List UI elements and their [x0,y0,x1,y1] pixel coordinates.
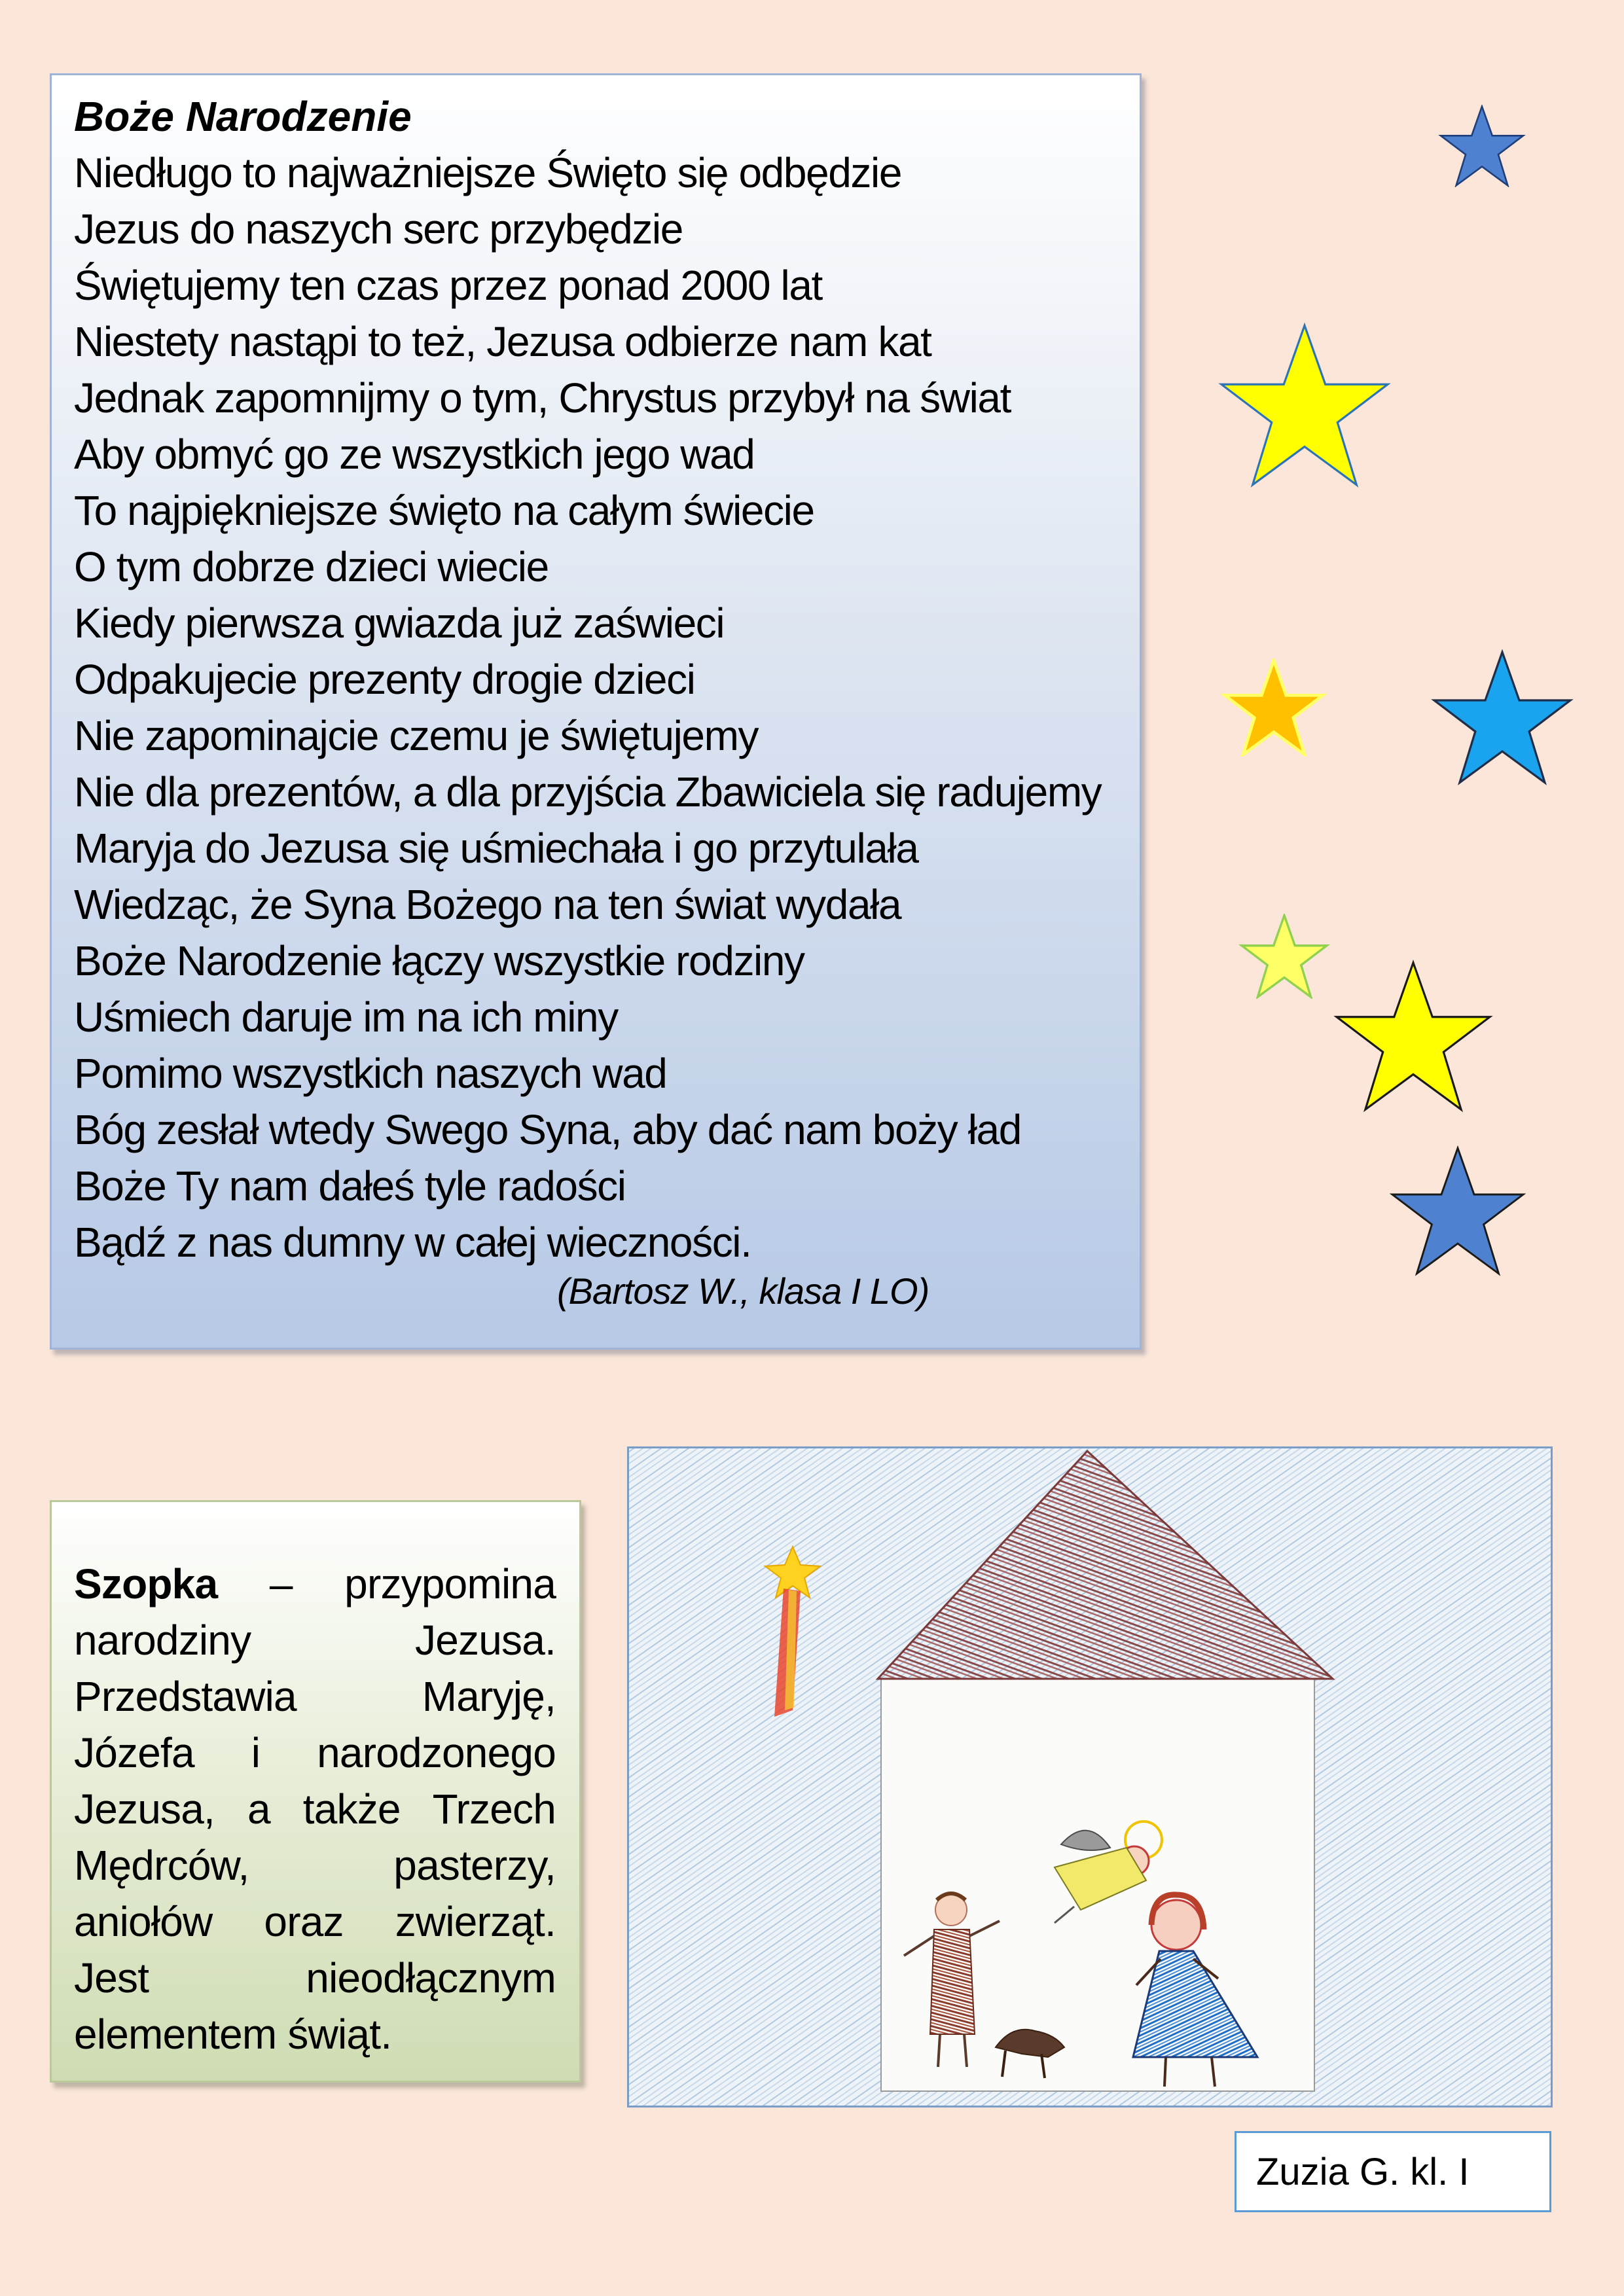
drawing-caption: Zuzia G. kl. I [1256,2151,1470,2193]
poem-line: Kiedy pierwsza gwiazda już zaświeci [74,600,725,647]
poem-line: Boże Narodzenie łączy wszystkie rodziny [74,937,804,984]
szopka-definition [74,1556,556,2062]
star-icon [1430,649,1575,785]
star-icon [1235,914,1334,999]
poem-line: Odpakujecie prezenty drogie dzieci [74,656,695,703]
szopka-term: Szopka [74,1560,218,1607]
poem-line: Pomimo wszystkich naszych wad [74,1050,667,1097]
poem-line: Maryja do Jezusa się uśmiechała i go przytulała [74,825,918,872]
star-icon [1384,1145,1532,1276]
drawing-caption-box [1235,2131,1551,2212]
nativity-drawing [627,1446,1553,2108]
poem-line: Niestety nastąpi to też, Jezusa odbierze nam kat [74,318,931,365]
poem-line: Boże Ty nam dałeś tyle radości [74,1162,626,1210]
poem-line: Niedługo to najważniejsze Święto się odbędzie [74,149,902,196]
star-icon [1331,960,1495,1113]
poem-line: Bądź z nas dumny w całej wieczności. [74,1219,751,1266]
star-icon [1430,105,1534,187]
szopka-definition-box [50,1500,581,2083]
poem-line: Uśmiech daruje im na ich miny [74,994,618,1041]
poem-line: Świętujemy ten czas przez ponad 2000 lat [74,262,822,309]
star-icon [1215,658,1333,757]
szopka-definition-text: – przypomina narodziny Jezusa. Przedstawia Maryję, Józefa i narodzonego Jezusa, a także Trzech Mędrców, pasterzy, aniołów oraz zwierząt. Jest nieodłącznym elementem świąt. [74,1560,556,2058]
poem-line: Jezus do naszych serc przybędzie [74,206,683,253]
star-icon [1210,322,1399,488]
poem-line: Wiedząc, że Syna Bożego na ten świat wydała [74,881,901,928]
poem-title: Boże Narodzenie [74,93,412,140]
poem-author: (Bartosz W., klasa I LO) [557,1270,929,1312]
poem-lines [74,145,1140,1270]
poem-box [50,73,1142,1350]
poem-line: Bóg zesłał wtedy Swego Syna, aby dać nam boży ład [74,1106,1021,1153]
poem-line: O tym dobrze dzieci wiecie [74,543,549,590]
poem-line: To najpiękniejsze święto na całym świecie [74,487,814,534]
poem-line: Jednak zapomnijmy o tym, Chrystus przybył na świat [74,374,1011,422]
nativity-drawing-image [629,1448,1551,2106]
poem-line: Nie zapominajcie czemu je świętujemy [74,712,759,759]
poem-line: Aby obmyć go ze wszystkich jego wad [74,431,755,478]
poem-line: Nie dla prezentów, a dla przyjścia Zbawiciela się radujemy [74,768,1102,816]
